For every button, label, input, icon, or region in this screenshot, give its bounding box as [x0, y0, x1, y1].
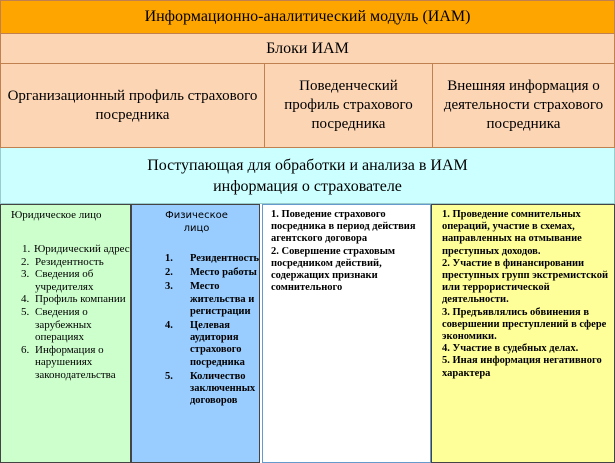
organizational-profile-block	[0, 64, 265, 148]
list-item-text: Резидентность	[35, 255, 104, 268]
organizational-profile-label: Организационный профиль страхового посредника	[7, 87, 258, 123]
list-item-text: Целевая аудитория страхового посредника	[190, 320, 245, 368]
list-item-text: Профиль компании	[35, 293, 126, 306]
list-item-number: 5.	[21, 305, 30, 318]
list-item: 1. Проведение сомнительных операций, участие в схемах, направленных на отмывание преступных доходов.	[442, 209, 582, 257]
list-item: 2. Совершение страховым посредником действий, содержащих признаки сомнительного	[271, 245, 396, 294]
list-item	[132, 371, 260, 408]
physical-person-list	[132, 253, 260, 409]
list-item: 3. Предъявлялись обвинения в совершении преступлений в сфере экономики.	[442, 306, 607, 343]
physical-person-heading-text: Физическое лицо	[165, 210, 228, 234]
list-item	[132, 320, 260, 369]
list-item-number: 6.	[21, 343, 30, 356]
list-item	[132, 267, 260, 279]
list-item-number: 4.	[165, 320, 173, 332]
list-item-text: Юридический адрес	[34, 243, 130, 255]
list-item: 1. Поведение страхового посредника в период действия агентского договора	[271, 209, 416, 245]
list-item	[1, 344, 131, 382]
list-item-number: 1.	[22, 243, 31, 255]
list-item-number: 2.	[21, 255, 30, 268]
external-info-panel	[431, 204, 615, 463]
blocks-header-text: Блоки ИАМ	[266, 39, 349, 57]
external-info-label: Внешняя информация о деятельности страхового посредника	[443, 78, 604, 132]
list-item-text: Информация о нарушениях законодательства	[35, 343, 116, 381]
list-item	[1, 306, 131, 344]
list-item: 4. Участие в судебных делах.	[442, 343, 579, 355]
list-item-text: Сведения о зарубежных операциях	[35, 305, 92, 344]
incoming-info-line-1: Поступающая для обработки и анализа в ИАМ	[147, 156, 468, 174]
list-item-number: 3.	[165, 281, 173, 293]
module-title	[0, 0, 615, 34]
physical-person-heading	[132, 210, 260, 235]
list-item	[132, 253, 260, 265]
incoming-info-line-2: информация о страхователе	[213, 177, 402, 195]
list-item-text: Место жительства и регистрации	[190, 281, 255, 317]
list-item-number: 2.	[165, 267, 173, 279]
list-item-text: Резидентность	[190, 253, 260, 264]
list-item: 5. Иная информация негативного характера	[442, 355, 602, 379]
list-item-text: Место работы	[190, 267, 257, 279]
list-item	[1, 256, 131, 269]
list-item	[132, 281, 260, 318]
list-item	[1, 268, 131, 293]
behavioral-profile-block	[265, 64, 433, 148]
legal-entity-panel	[0, 204, 131, 463]
legal-entity-list	[1, 243, 131, 382]
blocks-header	[0, 34, 615, 64]
physical-person-panel	[131, 204, 260, 463]
module-title-text: Информационно-аналитический модуль (ИАМ)	[144, 8, 471, 25]
list-item-number: 1.	[165, 253, 173, 264]
external-info-block	[433, 64, 615, 148]
list-item	[1, 243, 131, 256]
legal-entity-heading: Юридическое лицо	[11, 209, 102, 221]
list-item-number: 5.	[165, 370, 173, 382]
incoming-info-header	[0, 148, 615, 204]
list-item	[1, 293, 131, 306]
incoming-info-text	[147, 155, 468, 197]
list-item: 2. Участие в финансировании преступных групп экстремистской или террористической деятельности.	[442, 257, 609, 306]
list-item-number: 3.	[21, 268, 30, 281]
list-item-text: Сведения об учредителях	[35, 268, 94, 293]
list-item-number: 4.	[21, 293, 30, 306]
behavioral-profile-label: Поведенческий профиль страхового посредника	[284, 78, 413, 132]
list-item-text: Количество заключенных договоров	[190, 370, 256, 407]
behavior-panel	[262, 204, 431, 463]
